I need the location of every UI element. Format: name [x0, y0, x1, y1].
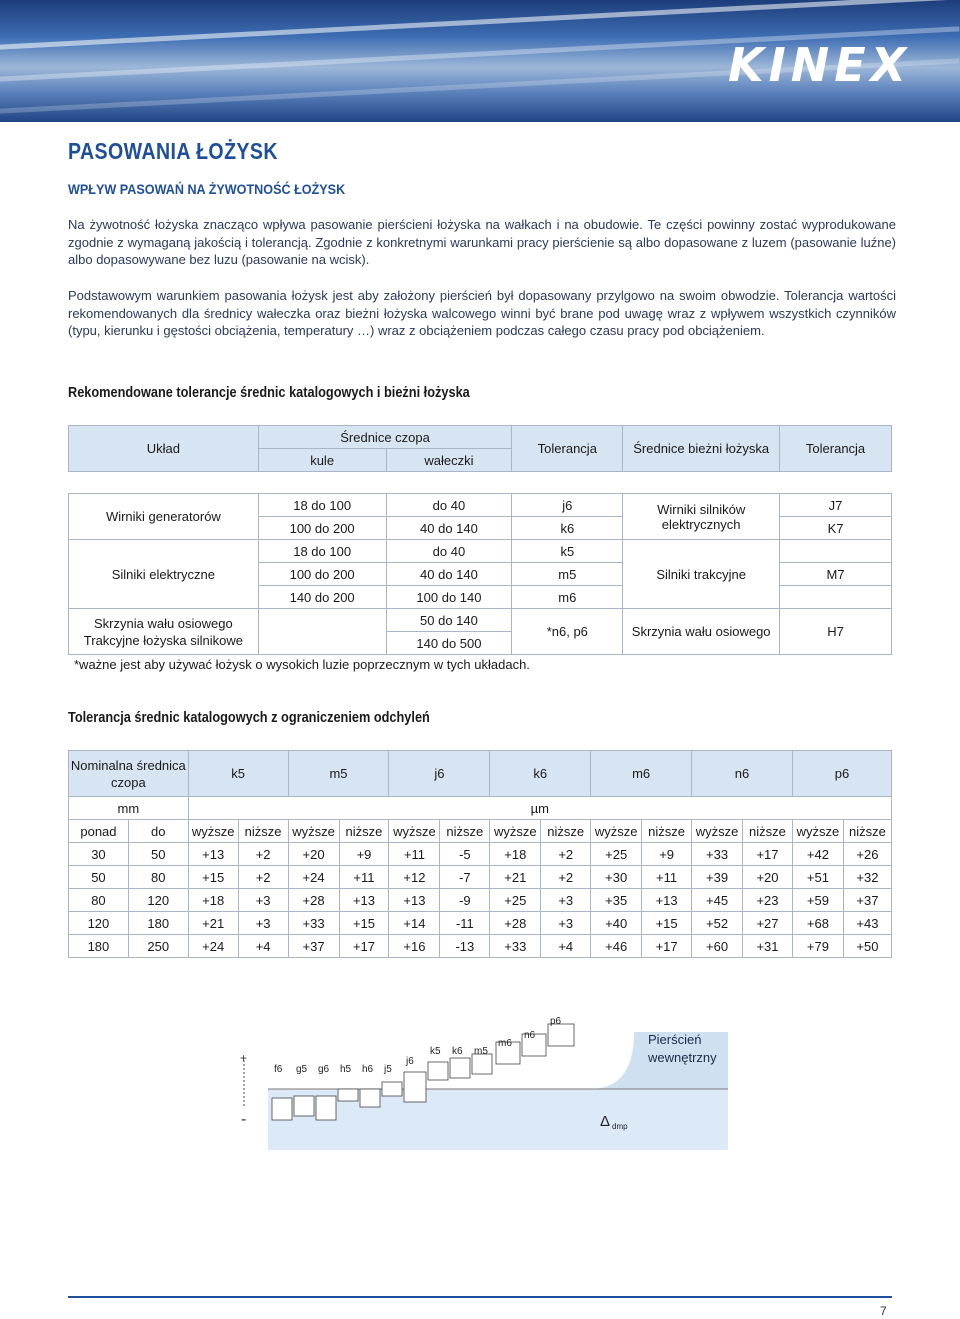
- fit-zone-box: [428, 1062, 448, 1080]
- table-cell: +51: [792, 866, 843, 889]
- header-tolerancja: Tolerancja: [512, 426, 623, 472]
- table-cell: +11: [339, 866, 389, 889]
- table-cell: +13: [642, 889, 692, 912]
- table-cell: k6: [512, 517, 623, 540]
- table-cell: +23: [743, 889, 793, 912]
- table-cell: -11: [440, 912, 490, 935]
- section-subtitle: WPŁYW PASOWAŃ NA ŻYWOTNOŚĆ ŁOŻYSK: [68, 181, 346, 197]
- fit-label: g6: [318, 1064, 330, 1075]
- table-cell: +20: [288, 843, 339, 866]
- page-title: PASOWANIA ŁOŻYSK: [68, 138, 278, 164]
- table-cell: +4: [541, 935, 591, 958]
- table-cell: +37: [288, 935, 339, 958]
- table-cell: -7: [440, 866, 490, 889]
- table-cell: +39: [692, 866, 743, 889]
- table-cell: 50 do 140: [386, 609, 512, 632]
- table-cell: k5: [512, 540, 623, 563]
- table-cell: +2: [238, 866, 288, 889]
- delta-symbol: Δ: [600, 1113, 611, 1130]
- table-cell: +33: [490, 935, 541, 958]
- bore-motor-rotors: Wirniki silników elektrycznych: [623, 494, 780, 540]
- table-cell: +9: [642, 843, 692, 866]
- table-row: [69, 866, 892, 889]
- table-cell: +79: [792, 935, 843, 958]
- header-fit: j6: [389, 751, 490, 797]
- footer-divider: [68, 1296, 892, 1298]
- header-upper: wyższe: [591, 820, 642, 843]
- table-cell: m6: [512, 586, 623, 609]
- delta-subscript: dmp: [612, 1122, 628, 1131]
- group-axle-traction: [69, 609, 259, 655]
- table-cell: +15: [642, 912, 692, 935]
- table-cell: +45: [692, 889, 743, 912]
- table-cell: +28: [288, 889, 339, 912]
- table-cell: +59: [792, 889, 843, 912]
- table-cell: -5: [440, 843, 490, 866]
- header-banner: [0, 0, 960, 122]
- table-cell: 30: [69, 843, 129, 866]
- header-fit: k5: [188, 751, 288, 797]
- table-cell: 250: [128, 935, 188, 958]
- table2-heading: Tolerancja średnic katalogowych z ograniczeniem odchyleń: [68, 709, 430, 726]
- header-fit: p6: [792, 751, 891, 797]
- fit-label: g5: [296, 1064, 308, 1075]
- table-cell: +3: [541, 889, 591, 912]
- header-fit: n6: [692, 751, 793, 797]
- fit-label: j6: [406, 1056, 414, 1067]
- fit-zone-box: [360, 1089, 380, 1107]
- table-cell: +24: [188, 935, 238, 958]
- unit-mm: mm: [69, 797, 189, 820]
- fit-label: h6: [362, 1064, 374, 1075]
- table-cell: do 40: [386, 494, 512, 517]
- header-upper: wyższe: [188, 820, 238, 843]
- table-cell: +15: [339, 912, 389, 935]
- table-cell: +25: [591, 843, 642, 866]
- table-cell: j6: [512, 494, 623, 517]
- table-cell: +13: [389, 889, 440, 912]
- table-cell: +33: [692, 843, 743, 866]
- table-cell: +18: [188, 889, 238, 912]
- table-cell: do 40: [386, 540, 512, 563]
- table-cell: +27: [743, 912, 793, 935]
- table-cell: H7: [780, 609, 892, 655]
- axis-minus: -: [241, 1111, 247, 1128]
- table-cell: K7: [780, 517, 892, 540]
- header-lower: niższe: [843, 820, 891, 843]
- table-cell: +17: [339, 935, 389, 958]
- table-cell: 180: [128, 912, 188, 935]
- header-lower: niższe: [440, 820, 490, 843]
- group-electric-motors: Silniki elektryczne: [69, 540, 259, 609]
- fit-label: f6: [274, 1064, 283, 1075]
- fit-zone-box: [316, 1096, 336, 1120]
- fit-label: m6: [498, 1038, 512, 1049]
- ring-label-2: wewnętrzny: [648, 1050, 717, 1065]
- fit-zone-box: [472, 1054, 492, 1074]
- table-cell: +46: [591, 935, 642, 958]
- table-cell: 40 do 140: [386, 563, 512, 586]
- condition-paragraph: Podstawowym warunkiem pasowania łożysk jest aby założony pierścień był dopasowany przylgowo na swoim obwodzie. Tolerancja wartości rekomendowanych dla średnicy wałeczka oraz bieżni łożyska walcowego winni być brane pod uwagę wraz z wpływem wszystkich czynników (typu, kierunku i gęstości obciążenia, temperatury …) wraz z obciążeniem podczas całego czasu pracy pod obciążeniem.: [68, 288, 896, 338]
- table-cell: +3: [238, 889, 288, 912]
- table-cell: +2: [541, 866, 591, 889]
- table-cell: +3: [238, 912, 288, 935]
- table-cell: 80: [69, 889, 129, 912]
- table-cell: +18: [490, 843, 541, 866]
- table-cell: +31: [743, 935, 793, 958]
- table-cell: +21: [490, 866, 541, 889]
- table-cell: +60: [692, 935, 743, 958]
- header-kule: kule: [258, 449, 386, 472]
- ring-label-1: Pierścień: [648, 1032, 702, 1047]
- table-cell: +42: [792, 843, 843, 866]
- table-cell: +3: [541, 912, 591, 935]
- table-cell: [780, 586, 892, 609]
- header-lower: niższe: [339, 820, 389, 843]
- header-ponad: ponad: [69, 820, 129, 843]
- header-lower: niższe: [238, 820, 288, 843]
- table-cell: 50: [128, 843, 188, 866]
- table-cell: 100 do 200: [258, 517, 386, 540]
- table-cell: +24: [288, 866, 339, 889]
- table-cell: 18 do 100: [258, 540, 386, 563]
- header-do: do: [128, 820, 188, 843]
- fit-zone-box: [450, 1058, 470, 1078]
- recommended-tolerance-table: [68, 425, 892, 655]
- header-srednice-biezni: Średnice bieżni łożyska: [623, 426, 780, 472]
- fit-label: k5: [430, 1046, 441, 1057]
- table-cell: +11: [642, 866, 692, 889]
- fit-zone-box: [404, 1072, 426, 1102]
- table-cell-empty: [258, 609, 386, 655]
- table-cell: +21: [188, 912, 238, 935]
- table-cell: +17: [642, 935, 692, 958]
- fit-diagram: [230, 1012, 730, 1152]
- group-generator-rotors: Wirniki generatorów: [69, 494, 259, 540]
- fit-label: p6: [550, 1016, 562, 1027]
- header-tolerancja-biezni: Tolerancja: [780, 426, 892, 472]
- table-row: [69, 889, 892, 912]
- table-cell: +52: [692, 912, 743, 935]
- axis-plus: +: [240, 1051, 248, 1065]
- fit-label: k6: [452, 1046, 463, 1057]
- bore-axle-box: Skrzynia wału osiowego: [623, 609, 780, 655]
- header-fit: m6: [591, 751, 692, 797]
- header-nominal-diameter: Nominalna średnica czopa: [69, 751, 189, 797]
- table-cell: 140 do 500: [386, 632, 512, 655]
- table-cell: +4: [238, 935, 288, 958]
- table-cell: +43: [843, 912, 891, 935]
- table-cell: 40 do 140: [386, 517, 512, 540]
- bore-traction-motors: Silniki trakcyjne: [623, 540, 780, 609]
- table-cell: 100 do 200: [258, 563, 386, 586]
- header-upper: wyższe: [792, 820, 843, 843]
- table1-footnote: *ważne jest aby używać łożysk o wysokich luzie poprzecznym w tych układach.: [74, 657, 530, 672]
- table-cell: 120: [69, 912, 129, 935]
- table-cell: +13: [339, 889, 389, 912]
- table1-heading: Rekomendowane tolerancje średnic katalogowych i bieżni łożyska: [68, 384, 470, 401]
- tolerance-zone-lower: [268, 1089, 728, 1150]
- table-cell: *n6, p6: [512, 609, 623, 655]
- table-cell: 100 do 140: [386, 586, 512, 609]
- header-fit: m5: [288, 751, 389, 797]
- table-row: [69, 843, 892, 866]
- fit-zone-box: [382, 1082, 402, 1096]
- table-cell: +40: [591, 912, 642, 935]
- header-uklad: Układ: [69, 426, 259, 472]
- fit-zone-box: [294, 1096, 314, 1116]
- table-cell: 180: [69, 935, 129, 958]
- brand-logo: KINEX: [728, 38, 912, 92]
- header-lower: niższe: [642, 820, 692, 843]
- fit-label: h5: [340, 1064, 352, 1075]
- header-upper: wyższe: [288, 820, 339, 843]
- header-waleczki: wałeczki: [386, 449, 512, 472]
- table-cell: 18 do 100: [258, 494, 386, 517]
- table-cell: M7: [780, 563, 892, 586]
- header-upper: wyższe: [389, 820, 440, 843]
- fit-label: j5: [384, 1064, 392, 1075]
- table-cell: +50: [843, 935, 891, 958]
- table-cell: +32: [843, 866, 891, 889]
- table-cell: +35: [591, 889, 642, 912]
- header-upper: wyższe: [490, 820, 541, 843]
- table-cell: +25: [490, 889, 541, 912]
- fit-zone-box: [548, 1024, 574, 1046]
- table-cell: J7: [780, 494, 892, 517]
- table-cell: [780, 540, 892, 563]
- page-number: 7: [880, 1304, 887, 1318]
- table-cell: +68: [792, 912, 843, 935]
- header-lower: niższe: [743, 820, 793, 843]
- fit-zone-box: [272, 1098, 292, 1120]
- table-cell: +30: [591, 866, 642, 889]
- table-cell: +9: [339, 843, 389, 866]
- fit-label: n6: [524, 1030, 536, 1041]
- table-cell: +14: [389, 912, 440, 935]
- table-cell: -13: [440, 935, 490, 958]
- header-srednice-czopa: Średnice czopa: [258, 426, 512, 449]
- group-traction-bearings: Trakcyjne łożyska silnikowe: [83, 632, 243, 648]
- table-cell: m5: [512, 563, 623, 586]
- header-upper: wyższe: [692, 820, 743, 843]
- table-row: [69, 935, 892, 958]
- table-cell: +17: [743, 843, 793, 866]
- table-cell: +20: [743, 866, 793, 889]
- fit-zone-box: [338, 1089, 358, 1101]
- table-cell: +13: [188, 843, 238, 866]
- table-row: [69, 912, 892, 935]
- table-cell: +16: [389, 935, 440, 958]
- table-cell: +37: [843, 889, 891, 912]
- table-cell: +11: [389, 843, 440, 866]
- table-cell: +2: [238, 843, 288, 866]
- header-lower: niższe: [541, 820, 591, 843]
- unit-um: µm: [188, 797, 891, 820]
- table-cell: 120: [128, 889, 188, 912]
- table-cell: -9: [440, 889, 490, 912]
- intro-paragraph: Na żywotność łożyska znacząco wpływa pasowanie pierścieni łożyska na wałkach i na obudowie. Te części powinny zostać wyprodukowane zgodnie z wymaganą jakością i tolerancją. Zgodnie z konkretnymi warunkami pracy pierścienie są albo dopasowane z luzem (pasowanie luźne) albo dopasowywane bez luzu (pasowanie na wcisk).: [68, 217, 896, 267]
- table-cell: +12: [389, 866, 440, 889]
- table-cell: 50: [69, 866, 129, 889]
- fit-label: m5: [474, 1046, 488, 1057]
- table-cell: +33: [288, 912, 339, 935]
- group-axle-box: Skrzynia wału osiowego: [94, 615, 233, 631]
- table-cell: +26: [843, 843, 891, 866]
- shaft-deviation-table: [68, 750, 892, 958]
- table-cell: +2: [541, 843, 591, 866]
- table-cell: 80: [128, 866, 188, 889]
- table-cell: +15: [188, 866, 238, 889]
- table-cell: +28: [490, 912, 541, 935]
- table-cell: 140 do 200: [258, 586, 386, 609]
- header-fit: k6: [490, 751, 591, 797]
